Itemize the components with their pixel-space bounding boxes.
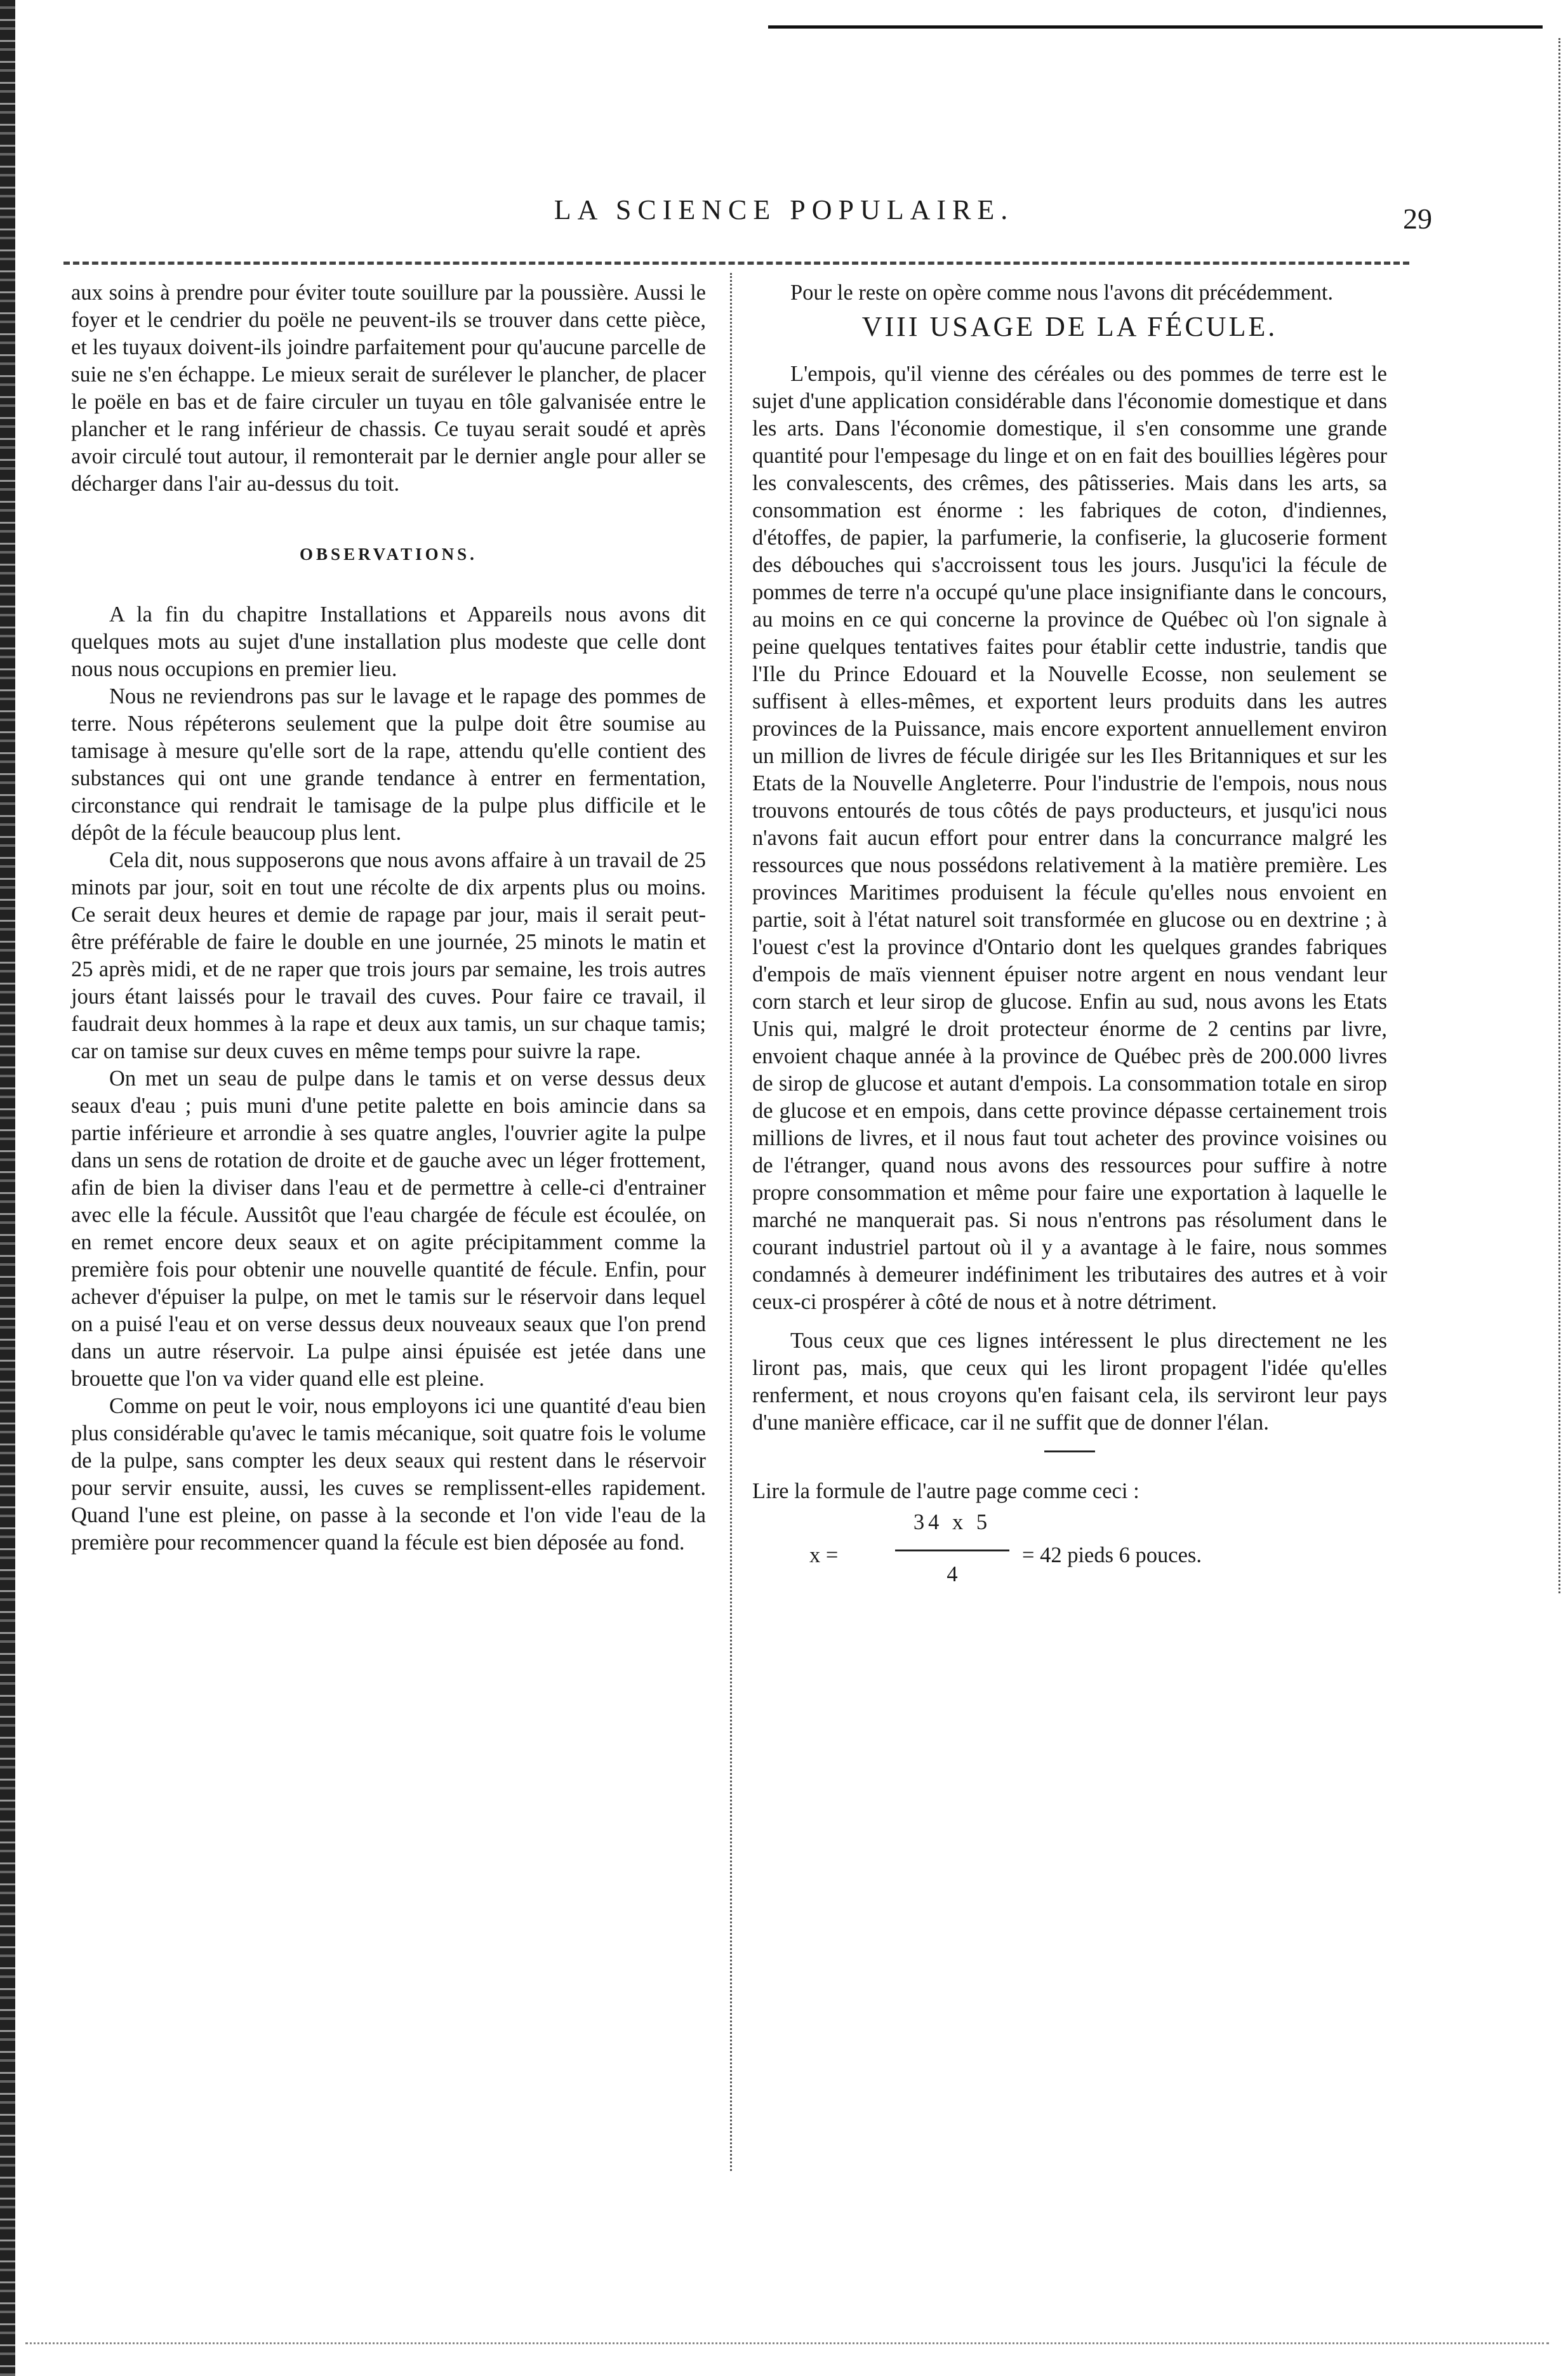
formula	[752, 1509, 1387, 1604]
column-divider	[730, 273, 732, 2171]
paragraph: Cela dit, nous supposerons que nous avons affaire à un travail de 25 minots par jour, soit en tout une récolte de dix arpents plus ou moins. Ce serait deux heures et demie de rapage par jour, mais il serait peut-être préférable de faire le double en une journée, 25 minots le matin et 25 après midi, et de ne raper que trois jours par semaine, les trois autres jours étant laissés pour le travail des cuves. Pour faire ce travail, il faudrait deux hommes à la rape et deux aux tamis, un sur chaque tamis; car on tamise sur deux cuves en même temps pour suivre la rape.	[71, 848, 706, 1063]
right-column	[752, 279, 1387, 1604]
paragraph: Tous ceux que ces lignes intéressent le plus directement ne les liront pas, mais, que ceux qui les liront propagent l'idée qu'elles renferment, et nous croyons qu'en faisant cela, ils serviront leur pays d'une manière efficace, car il ne suffit que de donner l'élan.	[752, 1329, 1387, 1435]
paragraph: Comme on peut le voir, nous employons ici une quantité d'eau bien plus considérable qu'avec le tamis mécanique, soit quatre fois le volume de la pulpe, sans compter les deux seaux qui restent dans le réservoir pour servir ensuite, aussi, les cuves se remplissent-elles rapidement. Quand l'une est pleine, on passe à la seconde et l'on vide l'eau de la première pour recommencer quand la fécule est bien déposée au fond.	[71, 1394, 706, 1555]
paragraph: A la fin du chapitre Installations et Appareils nous avons dit quelques mots au sujet d'une installation plus modeste que celle dont nous nous occupions en premier lieu.	[71, 602, 706, 681]
paragraph: Nous ne reviendrons pas sur le lavage et le rapage des pommes de terre. Nous répéterons seulement que la pulpe doit être soumise au tamisage à mesure qu'elle sort de la rape, attendu qu'elle contient des substances qui ont une grande tendance à entrer en fermentation, circonstance qui rendrait le tamisage de la pulpe plus difficile et le dépôt de la fécule beaucoup plus lent.	[71, 684, 706, 845]
observations-heading: OBSERVATIONS.	[300, 545, 477, 564]
footer-scan-noise	[25, 2342, 1549, 2344]
running-title: LA SCIENCE POPULAIRE.	[554, 194, 1014, 225]
top-rule	[768, 25, 1543, 29]
page-right-edge	[1558, 38, 1568, 1593]
formula-denominator: 4	[947, 1562, 958, 1586]
paragraph: On met un seau de pulpe dans le tamis et on verse dessus deux seaux d'eau ; puis muni d'une petite palette en bois amincie dans sa partie inférieure et arrondie à ses quatre angles, l'ouvrier agite la pulpe dans un sens de rotation de droite et de gauche avec un léger frottement, afin de bien la diviser dans l'eau et de permettre à celle-ci d'entrainer avec elle la fécule. Aussitôt que l'eau chargée de fécule est écoulée, on en remet encore deux seaux et on agite précipitamment comme la première fois pour obtenir une nouvelle quantité de fécule. Enfin, pour achever d'épuiser la pulpe, on met le tamis sur le réservoir dans lequel on a puisé l'eau et on verse dessus deux nouveaux seaux que l'on prend dans un autre réservoir. La pulpe ainsi épuisée est jetée dans une brouette que l'on va vider quand elle est pleine.	[71, 1066, 706, 1391]
formula-intro: Lire la formule de l'autre page comme ceci :	[752, 1479, 1139, 1503]
formula-lhs: x =	[809, 1543, 839, 1567]
section-title: VIII USAGE DE LA FÉCULE.	[861, 311, 1278, 342]
fraction-bar	[895, 1550, 1009, 1551]
paragraph: aux soins à prendre pour éviter toute souillure par la poussière. Aussi le foyer et le cendrier du poële ne peuvent-ils se trouver dans cette pièce, et les tuyaux doivent-ils joindre parfaitement pour qu'aucune parcelle de suie ne s'en échappe. Le mieux serait de surélever le plancher, de placer le poële en bas et de faire circuler un tuyau en tôle galvanisée entre le plancher et le rang inférieur de chassis. Ce tuyau serait soudé et après avoir circulé tout autour, il remonterait par le dernier angle pour aller se décharger dans l'air au-dessus du toit.	[71, 281, 706, 496]
paragraph: L'empois, qu'il vienne des céréales ou des pommes de terre est le sujet d'une application considérable dans l'économie domestique et dans les arts. Dans l'économie domestique, il s'en consomme une grande quantité pour l'empesage du linge et on en fait des bouillies légères pour les convalescents, des crêmes, des pâtisseries. Mais dans les arts, sa consommation est énorme : les fabriques de coton, d'indiennes, d'étoffes, de papier, la parfumerie, la confiserie, la glucoserie forment des débouches qui s'accroissent tous les jours. Jusqu'ici la fécule de pommes de terre n'a occupé qu'une place insignifiante dans le concours, au moins en ce qui concerne la province de Québec où l'on signale à peine quelques tentatives faites pour établir cette industrie, tandis que l'Ile du Prince Edouard et la Nouvelle Ecosse, non seulement se suffisent à elles-mêmes, et exportent leurs produits dans les autres provinces de la Puissance, mais encore exportent annuellement environ un million de livres de fécule dirigée sur les Iles Britanniques et sur les Etats de la Nouvelle Angleterre. Pour l'industrie de l'empois, nous nous trouvons entourés de tous côtés de pays producteurs, et jusqu'ici nous n'avons fait aucun effort pour entrer dans la concurrance malgré les ressources que nous possédons relativement à la matière première. Les provinces Maritimes produisent la fécule qu'elles nous envoient en partie, soit à l'état naturel soit transformée en glucose ou en dextrine ; à l'ouest c'est la province d'Ontario dont les quelques grandes fabriques d'empois de maïs viennent épuiser notre argent en nous vendant leur corn starch et leur sirop de glucose. Enfin au sud, nous avons les Etats Unis qui, malgré le droit protecteur énorme de 2 centins par livre, envoient chaque année à la province de Québec près de 200.000 livres de sirop de glucose et autant d'empois. La consommation totale en sirop de glucose et en empois, dans cette province dépasse certainement trois millions de livres, et il nous faut tout acheter des province voisines ou de l'étranger, quand nous avons des ressources pour suffire à notre propre consommation et même pour faire une exportation à laquelle le marché ne manquerait pas. Si nous n'entrons pas résolument dans le courant industriel partout où il y a avantage à le faire, nous sommes condamnés à demeurer indéfiniment les tributaires des autres et à voir ceux-ci prospérer à côté de nous et à notre détriment.	[752, 362, 1387, 1314]
header-rule	[63, 262, 1409, 265]
page-number: 29	[1403, 202, 1432, 235]
paragraph: Pour le reste on opère comme nous l'avons dit précédemment.	[790, 281, 1334, 305]
page-binding-edge	[0, 0, 15, 2376]
section-rule	[1044, 1450, 1095, 1452]
formula-result: = 42 pieds 6 pouces.	[1022, 1543, 1202, 1567]
formula-numerator: 34 x 5	[913, 1510, 992, 1534]
left-column	[71, 279, 706, 1556]
